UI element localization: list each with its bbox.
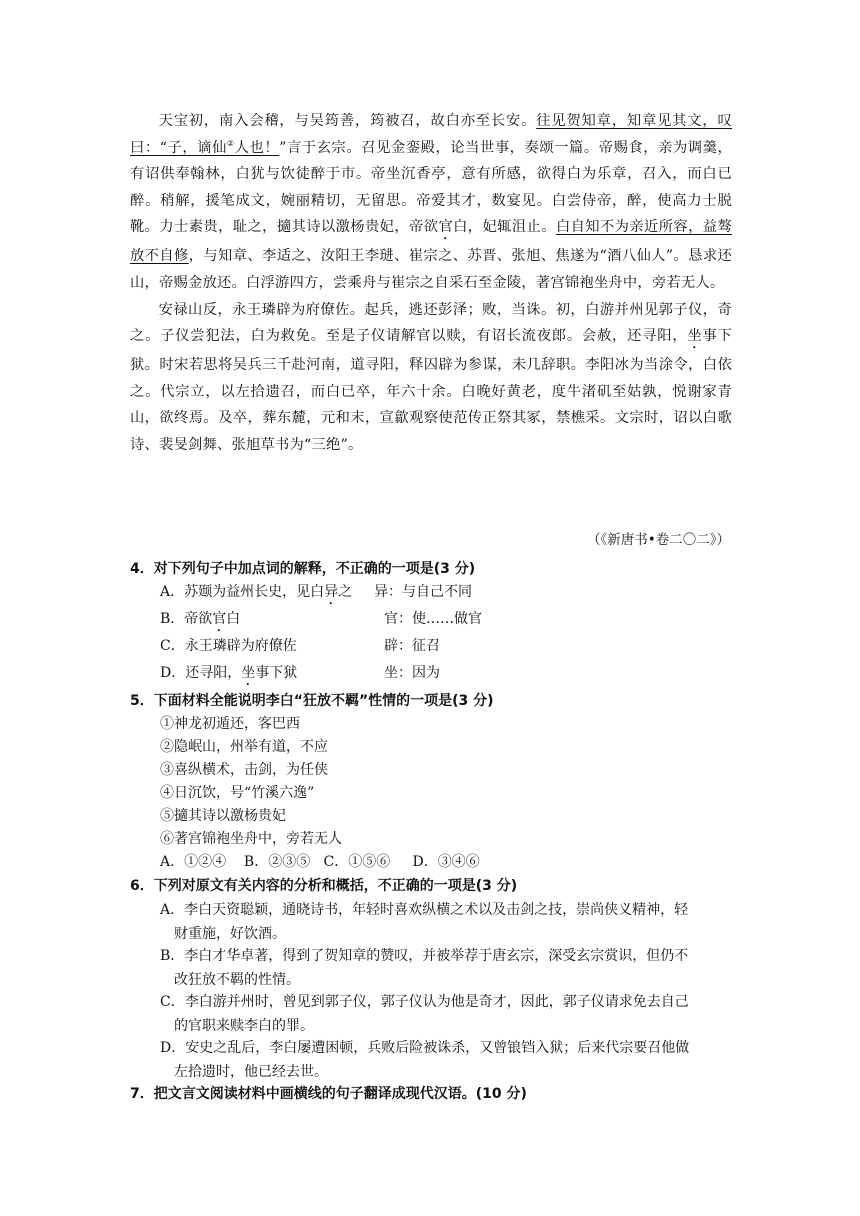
option-text: 左拾遗时，他已经去世。: [174, 1064, 328, 1080]
passage-paragraph-1: [130, 108, 732, 297]
underlined-sentence-2: 白自知不为亲近所容，益骜放不自修: [130, 219, 732, 265]
question-4-stem: 4．对下列句子中加点词的解释，不正确的一项是(3 分): [130, 561, 476, 577]
question-5-item: ③喜纵横术，击剑，为任侠: [160, 762, 328, 778]
question-5-item: ②隐岷山，州举有道，不应: [160, 739, 328, 755]
option-text: B．李白才华卓著，得到了贺知章的赞叹，并被举荐于唐玄宗，深受玄宗赏识，但仍不: [160, 948, 689, 964]
dotted-word: 官: [438, 219, 454, 236]
option-text: 财重施，好饮酒。: [174, 926, 286, 942]
option-text: A．李白天资聪颖，通晓诗书，年轻时喜欢纵横之术以及击剑之技，崇尚侠义精神，轻: [160, 902, 689, 918]
passage-text: 白，妃辄沮止。: [453, 219, 556, 236]
question-6-option-a: [160, 898, 732, 946]
question-7-stem: 7．把文言文阅读材料中画横线的句子翻译成现代汉语。(10 分): [130, 1086, 527, 1102]
question-6-option-c: [160, 990, 732, 1038]
passage-text: 天宝初，南入会稽，与吴筠善，筠被召，故白亦至长安。: [158, 113, 537, 129]
passage-source: （《新唐书•卷二〇二》）: [587, 532, 730, 548]
classical-passage: [130, 108, 732, 459]
question-6-option-d: [160, 1036, 732, 1084]
option-text: 为府僚佐: [240, 638, 297, 654]
underlined-text: 往见贺知章，知章见其文，叹曰：“子，谪仙: [130, 113, 732, 156]
option-text: 事下狱: [255, 665, 298, 681]
option-explanation: 坐：因为: [384, 665, 440, 681]
option-word: 辟: [226, 638, 241, 654]
question-4-option-d: [160, 661, 440, 689]
question-5-item: ⑥著宫锦袍坐舟中，旁若无人: [160, 831, 342, 847]
question-4-option-a: [160, 580, 472, 608]
question-5-item: ①神龙初遁还，客巴西: [160, 716, 300, 732]
question-4-option-b: [160, 607, 482, 635]
question-6-option-b: [160, 944, 732, 992]
option-text: 之: [338, 584, 353, 600]
option-text: D．还寻阳，: [160, 665, 242, 681]
option-text: 的官职来赎李白的罪。: [174, 1018, 314, 1034]
question-5-stem: 5．下面材料全能说明李白“狂放不羁”性情的一项是(3 分): [130, 693, 494, 709]
question-5-item: ⑤擿其诗以激杨贵妃: [160, 808, 286, 824]
dotted-word: 坐: [241, 665, 256, 681]
option-explanation: 官：使……做官: [384, 611, 482, 627]
option-text: B．帝欲: [160, 611, 213, 627]
option-text: D．安史之乱后，李白屡遭困顿，兵败后险被诛杀，又曾锒铛入狱；后来代宗要召他做: [160, 1040, 690, 1056]
option-text: 改狂放不羁的性情。: [174, 972, 300, 988]
passage-text: 安禄山反，永王璘辟为府僚佐。起兵，逃还彭泽；败，当诛。初，白游并州见郭子仪，奇之。子仪尝犯法，白为救免。至是子仪请解官以赎，有诏长流夜郎。会赦，还寻阳，: [130, 301, 732, 345]
underlined-text: 人也！: [234, 139, 280, 156]
passage-text: ”言于玄宗。召见金銮殿，论当世事，奏颂一篇。帝赐食，亲为调羹，有诏供奉翰林，白犹与饮徒醉于市。帝坐沉香亭，意有所感，欲得白为乐章，召入，而白已醉。稍解，援笔成文，婉丽精切，无留思。帝爱其才，数宴见。白尝侍帝，醉，使高力士脱靴。力士素贵，耻之，擿其诗以激杨贵妃，帝欲: [130, 139, 732, 236]
option-explanation: 辟：征召: [384, 638, 440, 654]
option-text: C．李白游并州时，曾见到郭子仪，郭子仪认为他是奇才，因此，郭子仪请求免去自己: [160, 994, 689, 1010]
dotted-word: 官: [212, 611, 227, 627]
option-text: 白: [226, 611, 241, 627]
footnote-mark: ②: [226, 138, 235, 148]
option-text: C．永王璘: [160, 638, 227, 654]
passage-text: ，与知章、李适之、汝阳王李琎、崔宗之、苏晋、张旭、焦遂为“酒八仙人”。恳求还山，帝赐金放还。白浮游四方，尝乘舟与崔宗之自采石至金陵，著宫锦袍坐舟中，旁若无人。: [130, 248, 732, 291]
question-5-item: ④日沉饮，号“竹溪六逸”: [160, 785, 315, 801]
question-4-option-c: [160, 634, 440, 658]
dotted-word: 异: [324, 584, 339, 600]
passage-text: 事下狱。时宋若思将吴兵三千赴河南，道寻阳，释囚辟为参谋，未几辞职。李阳冰为当涂令，白依之。代宗立，以左拾遗召，而白已卒，年六十余。白晚好黄老，度牛渚矶至姑孰，悦谢家青山，欲终焉。及卒，葬东麓，元和末，宣歙观察使范传正祭其冢，禁樵采。文宗时，诏以白歌诗、裴旻剑舞、张旭草书为“三绝”。: [130, 328, 732, 453]
dotted-word: 坐: [687, 328, 703, 345]
option-explanation: 异：与自己不同: [374, 584, 472, 600]
passage-paragraph-2: [130, 297, 732, 459]
question-6-stem: 6．下列对原文有关内容的分析和概括，不正确的一项是(3 分): [130, 878, 518, 894]
question-5-choices: A．①②④ B．②③⑤ C．①⑤⑥ D．③④⑥: [160, 854, 480, 870]
option-text: A．苏颋为益州长史，见白: [160, 584, 325, 600]
